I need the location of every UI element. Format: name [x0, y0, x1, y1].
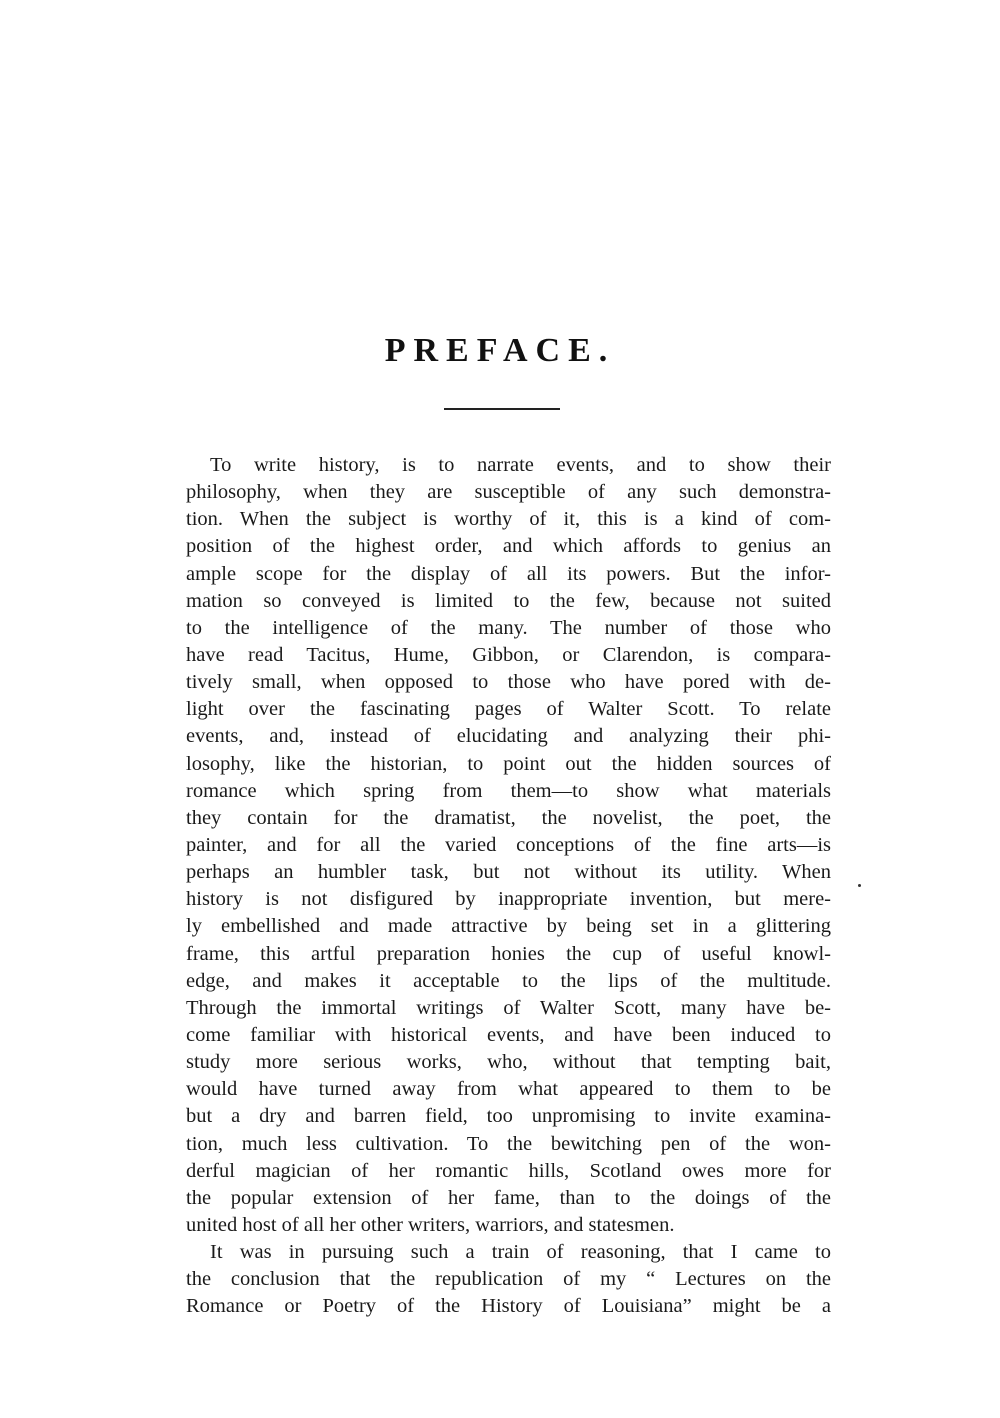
- title-rule: [444, 408, 560, 410]
- text-line: events, and, instead of elucidating and analyzing their phi-: [186, 725, 831, 748]
- text-line: ly embellished and made attractive by being set in a glittering: [186, 915, 831, 938]
- text-line: perhaps an humbler task, but not without its utility. When: [186, 861, 831, 884]
- text-line: mation so conveyed is limited to the few, because not suited: [186, 589, 831, 612]
- text-line: have read Tacitus, Hume, Gibbon, or Clarendon, is compara-: [186, 643, 831, 666]
- text-line: the popular extension of her fame, than to the doings of the: [186, 1186, 831, 1209]
- paragraph-2: [186, 1239, 831, 1320]
- text-line: study more serious works, who, without that tempting bait,: [186, 1051, 831, 1074]
- text-line: to the intelligence of the many. The number of those who: [186, 616, 831, 639]
- text-line: but a dry and barren field, too unpromising to invite examina-: [186, 1105, 831, 1128]
- text-line: It was in pursuing such a train of reasoning, that I came to: [210, 1241, 831, 1264]
- text-line: To write history, is to narrate events, and to show their: [210, 454, 831, 476]
- text-line: Through the immortal writings of Walter Scott, many have be-: [186, 996, 831, 1019]
- text-line: Romance or Poetry of the History of Louisiana” might be a: [186, 1295, 831, 1318]
- text-line: derful magician of her romantic hills, Scotland owes more for: [186, 1159, 831, 1182]
- text-line: ample scope for the display of all its powers. But the infor-: [186, 562, 831, 585]
- text-line: losophy, like the historian, to point out the hidden sources of: [186, 752, 831, 775]
- text-line: philosophy, when they are susceptible of any such demonstra-: [186, 481, 831, 504]
- text-line: the conclusion that the republication of my “ Lectures on the: [186, 1268, 831, 1291]
- text-line: would have turned away from what appeared to them to be: [186, 1078, 831, 1101]
- text-line: light over the fascinating pages of Walter Scott. To relate: [186, 698, 831, 721]
- text-line: romance which spring from them—to show what materials: [186, 779, 831, 802]
- text-line: position of the highest order, and which affords to genius an: [186, 535, 831, 558]
- preface-body: [186, 452, 831, 1321]
- text-line: tion, much less cultivation. To the bewitching pen of the won-: [186, 1132, 831, 1155]
- text-line: tively small, when opposed to those who have pored with de-: [186, 671, 831, 694]
- text-line: they contain for the dramatist, the novelist, the poet, the: [186, 806, 831, 829]
- text-line: painter, and for all the varied conceptions of the fine arts—is: [186, 833, 831, 856]
- text-line: united host of all her other writers, warriors, and statesmen.: [186, 1213, 675, 1236]
- page-title: PREFACE.: [384, 332, 616, 369]
- paragraph-1: [186, 452, 831, 1239]
- text-line: history is not disfigured by inappropriate invention, but mere-: [186, 888, 831, 911]
- text-line: frame, this artful preparation honies the cup of useful knowl-: [186, 942, 831, 965]
- text-line: tion. When the subject is worthy of it, this is a kind of com-: [186, 508, 831, 531]
- text-line: edge, and makes it acceptable to the lips of the multitude.: [186, 969, 831, 992]
- text-line: come familiar with historical events, and have been induced to: [186, 1023, 831, 1046]
- ink-speck: [858, 884, 861, 887]
